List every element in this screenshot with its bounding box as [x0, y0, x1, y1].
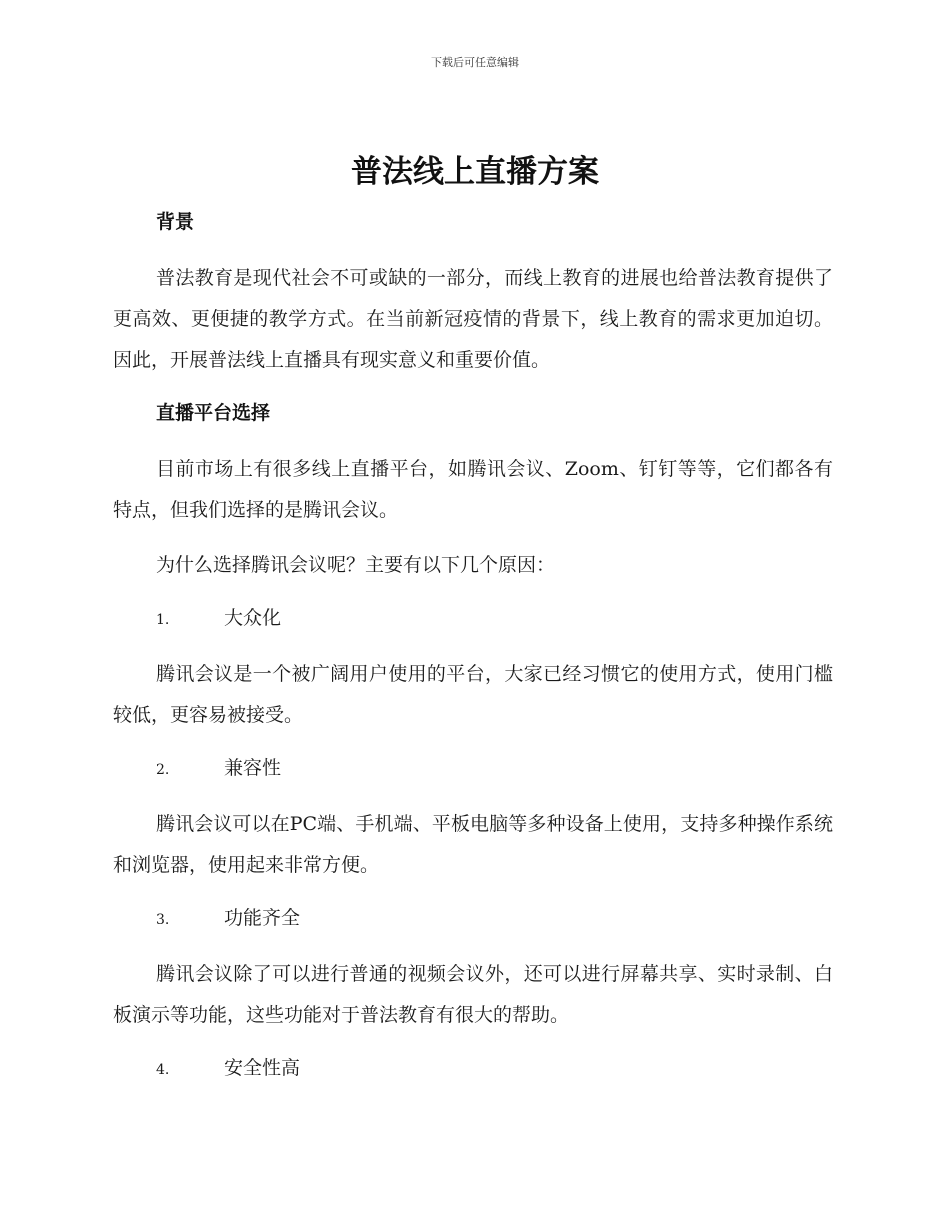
list-item-text: 腾讯会议除了可以进行普通的视频会议外，还可以进行屏幕共享、实时录制、白板演示等功能，这些功能对于普法教育有很大的帮助。	[113, 963, 833, 1026]
section-heading-platform: 直播平台选择	[156, 402, 271, 424]
list-item-number: 4.	[156, 1062, 170, 1078]
list-item-number: 3.	[156, 912, 170, 928]
list-item-text: 腾讯会议可以在PC端、手机端、平板电脑等多种设备上使用，支持多种操作系统和浏览器，使用起来非常方便。	[113, 813, 833, 876]
list-item-label: 兼容性	[224, 757, 282, 779]
document-title: 普法线上直播方案	[351, 154, 599, 190]
list-item-label: 大众化	[224, 607, 282, 629]
list-item-number: 2.	[156, 762, 170, 778]
reasons-intro-paragraph: 为什么选择腾讯会议呢？主要有以下几个原因：	[156, 554, 556, 576]
list-item-number: 1.	[156, 612, 170, 628]
list-item-label: 功能齐全	[224, 907, 301, 929]
list-item-heading	[113, 600, 833, 638]
list-item-label: 安全性高	[224, 1057, 301, 1079]
list-item-heading	[113, 1050, 833, 1088]
list-item-heading	[113, 900, 833, 938]
header-note: 下载后可任意编辑	[431, 56, 519, 69]
list-item-text: 腾讯会议是一个被广阔用户使用的平台，大家已经习惯它的使用方式，使用门槛较低，更容易被接受。	[113, 663, 833, 726]
section-heading-background: 背景	[156, 211, 195, 233]
list-item-heading	[113, 750, 833, 788]
background-paragraph: 普法教育是现代社会不可或缺的一部分，而线上教育的进展也给普法教育提供了更高效、更便捷的教学方式。在当前新冠疫情的背景下，线上教育的需求更加迫切。因此，开展普法线上直播具有现实意义和重要价值。	[113, 267, 833, 371]
document-body	[113, 204, 833, 1104]
platform-paragraph: 目前市场上有很多线上直播平台，如腾讯会议、Zoom、钉钉等等，它们都各有特点，但我们选择的是腾讯会议。	[113, 458, 833, 521]
